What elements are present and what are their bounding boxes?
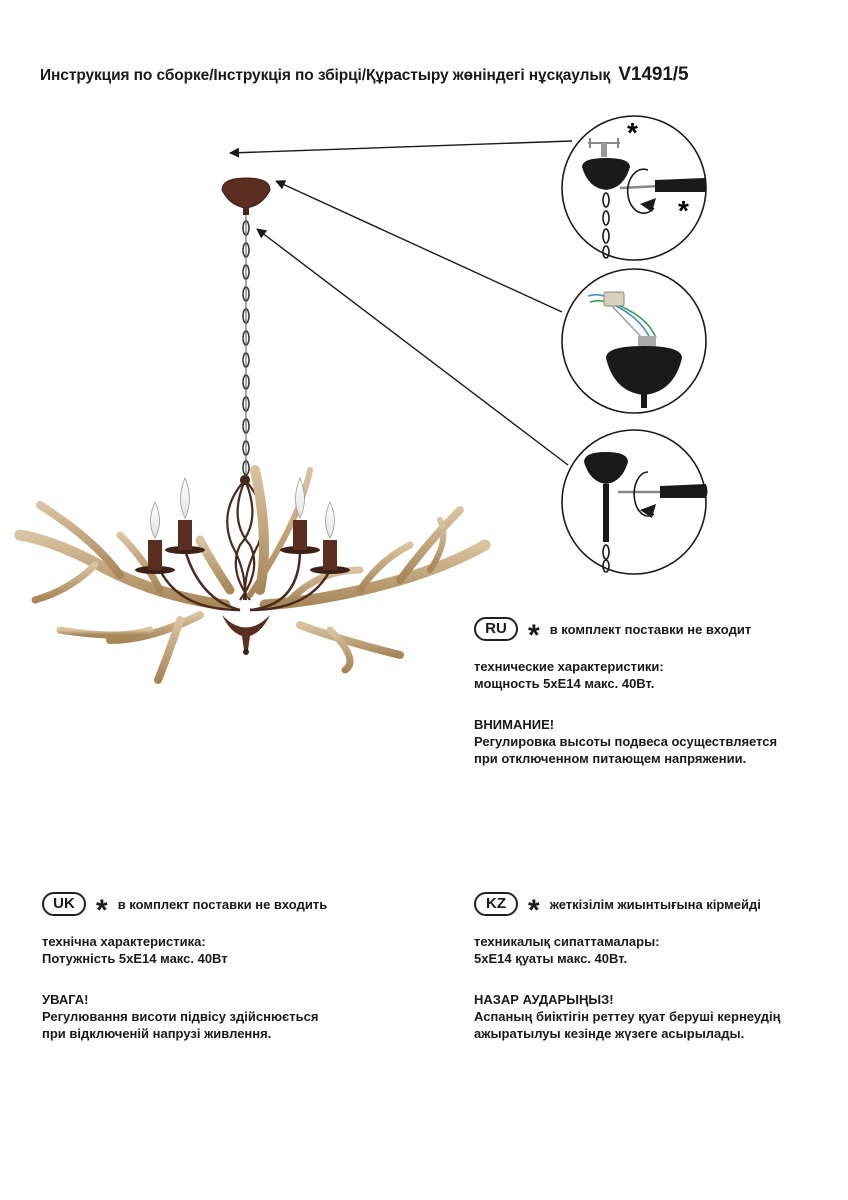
detail-mounting-bracket (562, 116, 707, 260)
uk-warning-title: УВАГА! (42, 992, 89, 1007)
kz-warning-title: НАЗАР АУДАРЫҢЫЗ! (474, 992, 614, 1007)
kz-spec-value: 5хЕ14 қуаты макс. 40Вт. (474, 951, 628, 966)
kz-specs (474, 933, 834, 967)
uk-spec-value: Потужність 5хЕ14 макс. 40Вт (42, 951, 228, 966)
model-number: V1491/5 (618, 64, 689, 85)
kz-section (474, 889, 834, 1042)
callout-arrows (230, 141, 572, 465)
callout-star-top: * (627, 117, 638, 148)
kz-spec-title: техникалық сипаттамалары: (474, 934, 660, 949)
ceiling-canopy (222, 178, 270, 208)
ru-header (474, 614, 834, 652)
kz-not-included: жеткізілім жиынтығына кірмейді (549, 896, 761, 912)
uk-warning-line2: при відключеній напрузі живлення. (42, 1026, 272, 1041)
kz-header (474, 889, 834, 927)
detail-wiring (562, 269, 706, 413)
uk-warning (42, 991, 402, 1042)
kz-warning-line2: ажыратылуы кезінде жүзеге асырылады. (474, 1026, 745, 1041)
uk-section (42, 889, 402, 1042)
candle-bulbs (135, 478, 350, 574)
bottom-finial (222, 615, 270, 650)
ru-warning (474, 716, 834, 767)
ru-section (474, 614, 834, 767)
uk-star: * (96, 894, 108, 927)
uk-not-included: в комплект поставки не входить (117, 896, 328, 912)
arrow-to-mount (230, 141, 572, 153)
uk-badge: UK (42, 892, 86, 916)
arrow-to-wiring (276, 181, 562, 312)
ru-warning-line1: Регулировка высоты подвеса осуществляется (474, 734, 778, 749)
uk-specs (42, 933, 402, 967)
kz-star: * (528, 894, 540, 927)
ru-specs (474, 658, 834, 692)
ru-spec-value: мощность 5хЕ14 макс. 40Вт. (474, 676, 655, 691)
title-text: Инструкция по сборке/Інструкція по збірці/Құрастыру жөніндегі нұсқаулық (40, 67, 611, 84)
kz-warning-line1: Аспаның биіктігін реттеу қуат беруші кернеудің (474, 1009, 781, 1024)
ru-warning-title: ВНИМАНИЕ! (474, 717, 555, 732)
hanging-chain (243, 215, 249, 475)
ru-badge: RU (474, 617, 518, 641)
uk-header (42, 889, 402, 927)
chandelier-image (20, 178, 485, 680)
detail-height-adjustment (562, 430, 708, 574)
ru-spec-title: технические характеристики: (474, 659, 664, 674)
ru-warning-line2: при отключенном питающем напряжении. (474, 751, 747, 766)
uk-warning-line1: Регулювання висоти підвісу здійснюється (42, 1009, 319, 1024)
ru-star: * (528, 619, 540, 652)
arrow-to-height (257, 229, 568, 465)
ru-not-included: в комплект поставки не входит (549, 621, 752, 637)
kz-badge: KZ (474, 892, 518, 916)
kz-warning (474, 991, 834, 1042)
uk-spec-title: технічна характеристика: (42, 934, 206, 949)
callout-star-screwdriver: * (678, 195, 689, 226)
